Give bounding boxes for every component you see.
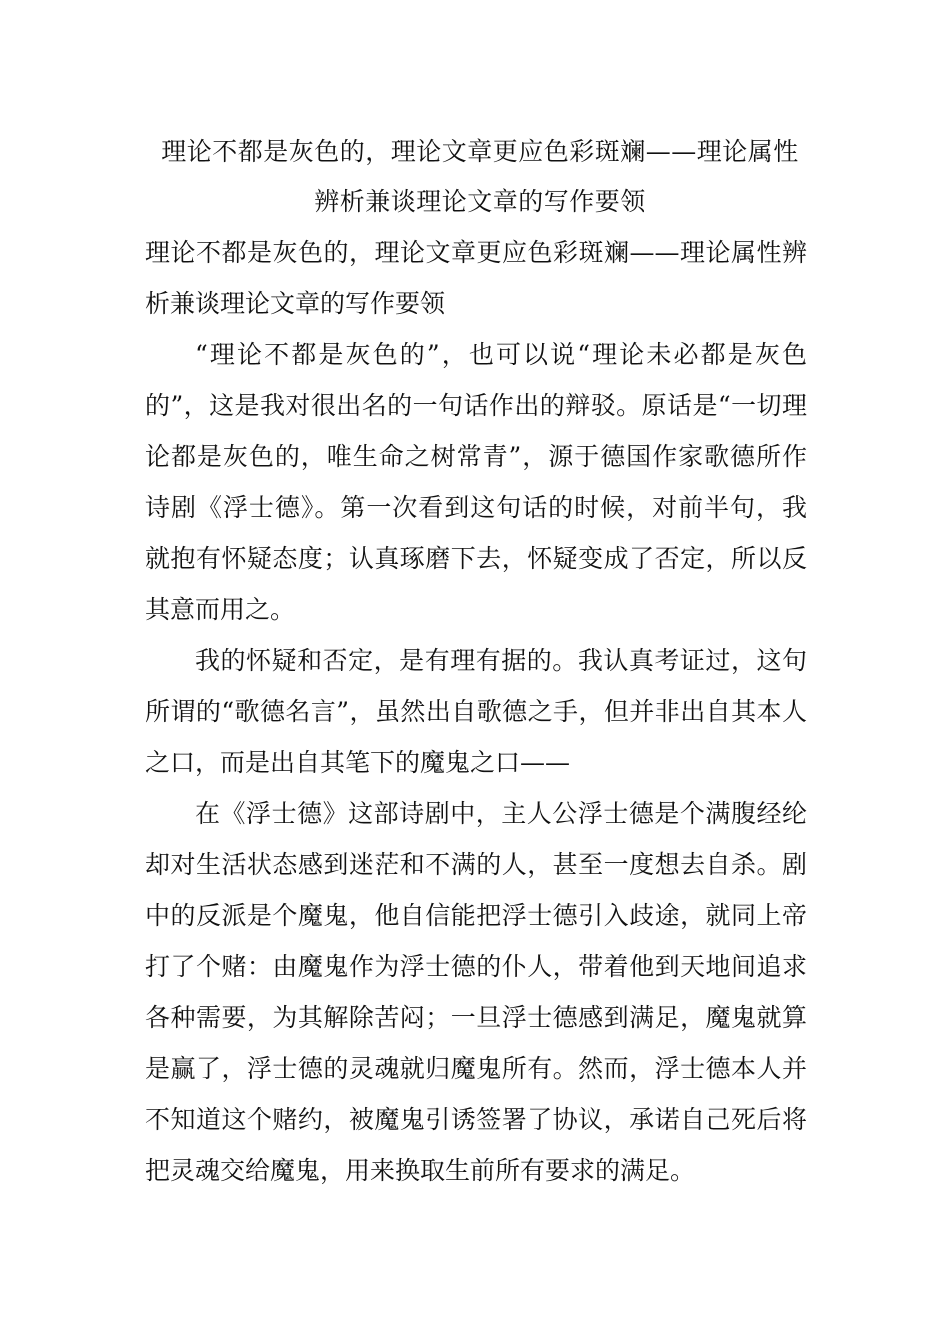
- paragraph-3: 在《浮士德》这部诗剧中，主人公浮士德是个满腹经纶却对生活状态感到迷茫和不满的人，甚至一度想去自杀。剧中的反派是个魔鬼，他自信能把浮士德引入歧途，就同上帝打了个赌：由魔鬼作为浮士德的仆人，带着他到天地间追求各种需要，为其解除苦闷；一旦浮士德感到满足，魔鬼就算是赢了，浮士德的灵魂就归魔鬼所有。然而，浮士德本人并不知道这个赌约，被魔鬼引诱签署了协议，承诺自己死后将把灵魂交给魔鬼，用来换取生前所有要求的满足。: [145, 799, 807, 1185]
- title-line-2: 辨析兼谈理论文章的写作要领: [314, 187, 646, 216]
- document-body: [145, 227, 807, 1196]
- title-line-1: 理论不都是灰色的，理论文章更应色彩斑斓——理论属性: [161, 137, 799, 166]
- paragraph-1: “理论不都是灰色的”，也可以说“理论未必都是灰色的”，这是我对很出名的一句话作出的辩驳。原话是“一切理论都是灰色的，唯生命之树常青”，源于德国作家歌德所作诗剧《浮士德》。第一次看到这句话的时候，对前半句，我就抱有怀疑态度；认真琢磨下去，怀疑变成了否定，所以反其意而用之。: [145, 340, 807, 624]
- paragraph-2: 我的怀疑和否定，是有理有据的。我认真考证过，这句所谓的“歌德名言”，虽然出自歌德之手，但并非出自其本人之口，而是出自其笔下的魔鬼之口——: [145, 646, 807, 777]
- repeated-title: 理论不都是灰色的，理论文章更应色彩斑斓——理论属性辨析兼谈理论文章的写作要领: [145, 238, 807, 318]
